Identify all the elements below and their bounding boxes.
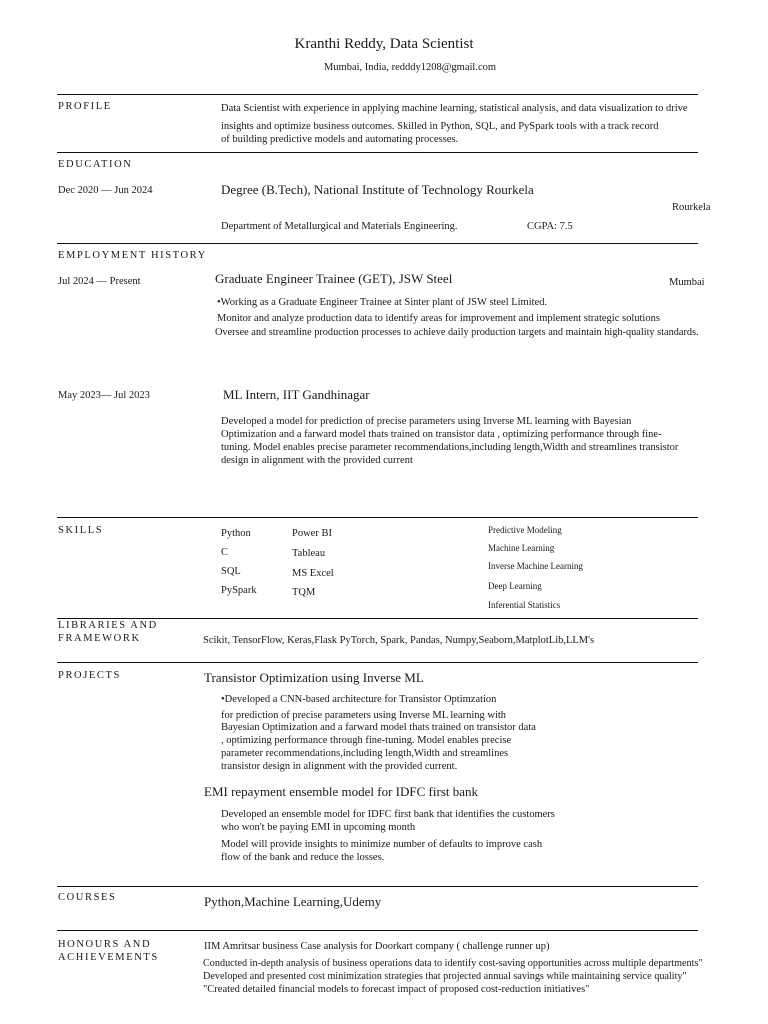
contact-info: Mumbai, India, redddy1208@gmail.com bbox=[323, 62, 497, 73]
job-date: Jul 2024 — Present bbox=[58, 276, 141, 287]
divider bbox=[57, 618, 698, 619]
libraries-text: Scikit, TensorFlow, Keras,Flask PyTorch, Spark, Pandas, Numpy,Seaborn,MatplotLib,LLM's bbox=[203, 635, 595, 646]
job-line: Developed a model for prediction of precise parameters using Inverse ML learning with Bayesian bbox=[221, 416, 632, 427]
education-cgpa: CGPA: 7.5 bbox=[527, 221, 573, 232]
job-line: tuning. Model enables precise parameter recommendations,including length,Width and streamlines transistor bbox=[221, 442, 679, 453]
divider bbox=[57, 662, 698, 663]
honours-line: "Created detailed financial models to forecast impact of proposed cost-reduction initiatives" bbox=[203, 984, 590, 995]
section-heading-line: HONOURS AND bbox=[58, 939, 152, 950]
honours-line: IIM Amritsar business Case analysis for Doorkart company ( challenge runner up) bbox=[204, 941, 550, 952]
section-heading-profile: PROFILE bbox=[58, 101, 112, 112]
honours-line: Developed and presented cost minimization strategies that projected annual savings while maintaining service quality" bbox=[203, 971, 687, 982]
divider bbox=[57, 94, 698, 95]
project-line: flow of the bank and reduce the losses. bbox=[221, 852, 385, 863]
skill-item: TQM bbox=[292, 587, 316, 598]
skill-item: SQL bbox=[221, 566, 241, 577]
section-heading-skills: SKILLS bbox=[58, 525, 104, 536]
profile-line: insights and optimize business outcomes. Skilled in Python, SQL, and PySpark tools with a track record bbox=[221, 121, 659, 132]
resume-name: Kranthi Reddy, Data Scientist bbox=[294, 36, 474, 52]
project-line: parameter recommendations,including length,Width and streamlines bbox=[221, 748, 509, 759]
skill-item: C bbox=[221, 547, 229, 558]
courses-text: Python,Machine Learning,Udemy bbox=[204, 894, 382, 909]
job-line: Oversee and streamline production processes to achieve daily production targets and maintain high-quality standards. bbox=[215, 327, 699, 338]
divider bbox=[57, 517, 698, 518]
divider bbox=[57, 243, 698, 244]
job-date: May 2023— Jul 2023 bbox=[58, 390, 150, 401]
project-line: transistor design in alignment with the provided current. bbox=[221, 761, 458, 772]
honours-line: Conducted in-depth analysis of business operations data to identify cost-saving opportunities across multiple departments" bbox=[203, 958, 703, 969]
job-line: Optimization and a farward model thats trained on transistor data , optimizing performance through fine- bbox=[221, 429, 662, 440]
project-line: Model will provide insights to minimize number of defaults to improve cash bbox=[221, 839, 543, 850]
job-line: Monitor and analyze production data to identify areas for improvement and implement strategic solutions bbox=[217, 313, 660, 324]
divider bbox=[57, 930, 698, 931]
job-title: Graduate Engineer Trainee (GET), JSW Steel bbox=[215, 271, 453, 286]
section-heading-line: ACHIEVEMENTS bbox=[58, 951, 159, 963]
section-heading-honours bbox=[58, 939, 159, 964]
project-line: , optimizing performance through fine-tuning. Model enables precise bbox=[221, 735, 512, 746]
section-heading-libraries bbox=[58, 620, 158, 645]
divider bbox=[57, 886, 698, 887]
job-location: Mumbai bbox=[669, 277, 705, 288]
project-line: •Developed a CNN-based architecture for Transistor Optimzation bbox=[221, 694, 497, 705]
skill-item: Machine Learning bbox=[488, 543, 555, 553]
skill-item: Deep Learning bbox=[488, 581, 542, 591]
skill-item: Inferential Statistics bbox=[488, 600, 561, 610]
education-location: Rourkela bbox=[672, 202, 711, 213]
divider bbox=[57, 152, 698, 153]
education-date: Dec 2020 — Jun 2024 bbox=[58, 185, 153, 196]
education-department: Department of Metallurgical and Materials Engineering. bbox=[221, 221, 458, 232]
project-line: Bayesian Optimization and a farward model thats trained on transistor data bbox=[221, 722, 536, 733]
profile-line: of building predictive models and automating processes. bbox=[221, 134, 459, 145]
skill-item: MS Excel bbox=[292, 568, 334, 579]
section-heading-education: EDUCATION bbox=[58, 159, 133, 170]
skill-item: PySpark bbox=[221, 585, 257, 596]
education-degree: Degree (B.Tech), National Institute of Technology Rourkela bbox=[221, 182, 534, 197]
section-heading-line: FRAMEWORK bbox=[58, 632, 141, 644]
project-title: Transistor Optimization using Inverse ML bbox=[204, 670, 424, 685]
skill-item: Python bbox=[221, 528, 251, 539]
section-heading-courses: COURSES bbox=[58, 892, 117, 903]
profile-line: Data Scientist with experience in applying machine learning, statistical analysis, and data visualization to drive bbox=[221, 103, 688, 114]
project-line: who won't be paying EMI in upcoming month bbox=[221, 822, 416, 833]
skill-item: Inverse Machine Learning bbox=[488, 561, 583, 571]
job-title: ML Intern, IIT Gandhinagar bbox=[223, 387, 370, 402]
section-heading-line: LIBRARIES AND bbox=[58, 620, 158, 631]
project-title: EMI repayment ensemble model for IDFC first bank bbox=[204, 784, 479, 799]
job-line: design in alignment with the provided current bbox=[221, 455, 413, 466]
section-heading-employment: EMPLOYMENT HISTORY bbox=[58, 250, 207, 261]
skill-item: Power BI bbox=[292, 528, 332, 539]
skill-item: Predictive Modeling bbox=[488, 525, 562, 535]
skill-item: Tableau bbox=[292, 548, 326, 559]
section-heading-projects: PROJECTS bbox=[58, 670, 121, 681]
project-line: Developed an ensemble model for IDFC first bank that identifies the customers bbox=[221, 809, 555, 820]
job-line: •Working as a Graduate Engineer Trainee at Sinter plant of JSW steel Limited. bbox=[217, 297, 548, 308]
project-line: for prediction of precise parameters using Inverse ML learning with bbox=[221, 710, 507, 721]
